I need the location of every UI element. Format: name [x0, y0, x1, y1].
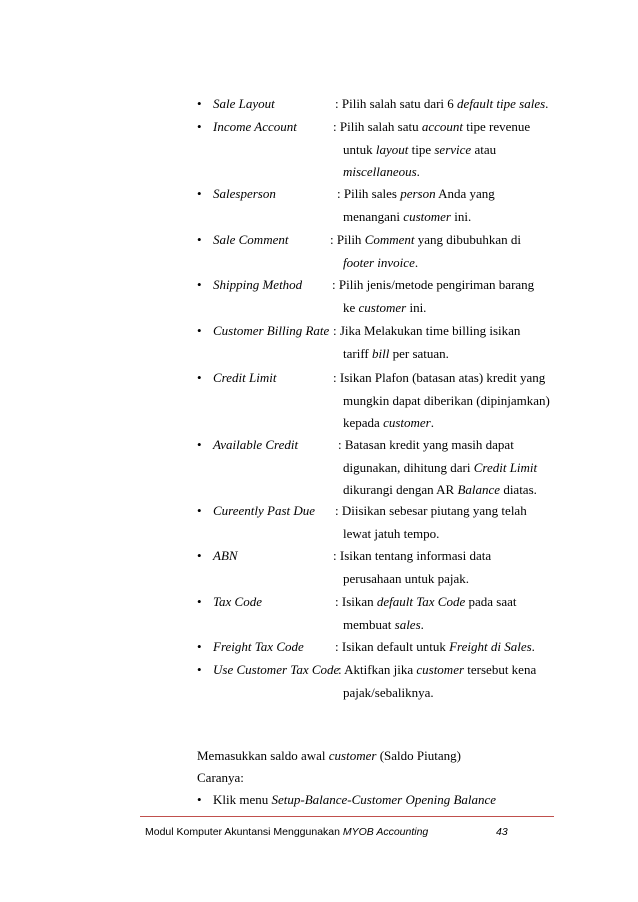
caranya-label: Caranya:: [197, 770, 244, 785]
bullet-icon: •: [197, 503, 202, 518]
item-term: Customer Billing Rate: [213, 323, 330, 338]
text-run: Anda yang: [435, 186, 495, 201]
item-description-continued: [343, 571, 469, 587]
text-run: Balance: [457, 482, 501, 497]
text-run: : Batasan kredit yang masih dapat: [338, 437, 514, 452]
item-term: Sale Comment: [213, 232, 289, 247]
text-run: MYOB Accounting: [342, 826, 429, 838]
footer-divider: [140, 816, 554, 817]
text-run: : Pilih jenis/metode pengiriman barang: [332, 277, 535, 292]
item-description: [330, 232, 521, 248]
bullet-icon: •: [197, 232, 202, 247]
bullet-icon: •: [197, 437, 202, 452]
item-description-continued: [343, 300, 426, 316]
text-run: : Isikan default untuk: [335, 639, 450, 654]
text-run: customer: [328, 748, 377, 763]
text-run: membuat: [343, 616, 395, 632]
text-run: digunakan, dihitung dari: [343, 459, 474, 475]
text-run: sales: [394, 616, 421, 632]
text-run: : Jika Melakukan time billing isikan: [333, 323, 521, 338]
text-run: layout: [375, 141, 409, 157]
item-description: [333, 119, 530, 135]
text-run: Memasukkan saldo awal: [197, 748, 329, 763]
item-term: Cureently Past Due: [213, 503, 316, 518]
text-run: diatas.: [500, 482, 537, 497]
item-description-continued: [343, 142, 496, 158]
item-description: [333, 323, 520, 339]
bullet-icon: •: [197, 792, 202, 807]
text-run: footer invoice: [343, 254, 415, 270]
text-run: ke: [343, 299, 359, 315]
text-run: tipe revenue: [463, 119, 531, 134]
bullet-icon: •: [197, 662, 202, 677]
item-description-continued: [343, 482, 537, 498]
item-description: [335, 503, 527, 519]
bullet-icon: •: [197, 639, 202, 654]
item-description: [338, 437, 514, 453]
text-run: : Pilih sales: [337, 186, 401, 201]
item-term: Use Customer Tax Code: [213, 662, 340, 677]
item-description: [335, 96, 548, 112]
item-description-continued: [343, 164, 420, 180]
item-description-continued: [343, 393, 550, 409]
item-term: Sale Layout: [213, 96, 275, 111]
text-run: kepada: [343, 415, 384, 430]
text-run: customer: [403, 208, 451, 224]
text-run: Klik menu: [213, 792, 272, 807]
text-run: menangani: [343, 208, 404, 224]
text-run: pajak/sebaliknya.: [343, 684, 434, 700]
text-run: lewat jatuh tempo.: [343, 525, 440, 541]
text-run: .: [531, 639, 535, 654]
bullet-icon: •: [197, 548, 202, 563]
text-run: ini.: [450, 208, 472, 224]
bullet-icon: •: [197, 277, 202, 292]
item-description: [333, 370, 545, 386]
text-run: customer: [383, 415, 431, 430]
text-run: untuk: [343, 141, 376, 157]
text-run: .: [420, 616, 424, 632]
item-term: Shipping Method: [213, 277, 303, 292]
item-description-continued: [343, 526, 439, 542]
text-run: miscellaneous: [343, 164, 417, 179]
item-description-continued: [343, 685, 434, 701]
text-run: Modul Komputer Akuntansi Menggunakan: [145, 826, 343, 838]
bullet-icon: •: [197, 96, 202, 111]
text-run: (Saldo Piutang): [376, 748, 461, 763]
text-run: .: [430, 415, 434, 430]
text-run: tipe: [408, 141, 435, 157]
text-run: pada saat: [465, 594, 517, 609]
text-run: default Tax Code: [376, 594, 466, 609]
item-description-continued: [343, 460, 537, 476]
text-run: yang dibubuhkan di: [414, 232, 522, 247]
text-run: : Pilih salah satu dari 6: [335, 96, 458, 111]
text-run: person: [400, 186, 436, 201]
bullet-icon: •: [197, 370, 202, 385]
item-description: [337, 186, 495, 202]
text-run: : Isikan tentang informasi data: [333, 548, 492, 563]
text-run: mungkin dapat diberikan (dipinjamkan): [343, 392, 550, 408]
text-run: : Diisikan sebesar piutang yang telah: [335, 503, 527, 518]
text-run: Comment: [364, 232, 415, 247]
text-run: : Isikan Plafon (batasan atas) kredit yang: [333, 370, 546, 385]
text-run: .: [545, 96, 549, 111]
text-run: perusahaan untuk pajak.: [343, 570, 469, 586]
text-run: : Isikan: [335, 594, 377, 609]
item-description-continued: [343, 209, 471, 225]
text-run: service: [434, 141, 472, 157]
item-term: Available Credit: [213, 437, 299, 452]
text-run: Freight di Sales: [449, 639, 532, 654]
item-description-continued: [343, 346, 449, 362]
step-instruction: [213, 792, 496, 808]
text-run: per satuan.: [389, 345, 449, 361]
text-run: : Aktifkan jika: [338, 662, 417, 677]
text-run: account: [421, 119, 463, 134]
item-description: [338, 662, 536, 678]
item-description: [335, 639, 535, 655]
text-run: Setup-Balance-Customer Opening Balance: [271, 792, 497, 807]
text-run: .: [416, 164, 420, 179]
page-number: 43: [496, 826, 508, 838]
text-run: Credit Limit: [473, 459, 538, 475]
bullet-icon: •: [197, 323, 202, 338]
text-run: tariff: [343, 345, 372, 361]
text-run: .: [414, 254, 419, 270]
text-run: atau: [471, 141, 497, 157]
item-term: ABN: [213, 548, 238, 563]
text-run: customer: [358, 299, 407, 315]
item-term: Salesperson: [213, 186, 276, 201]
item-description: [332, 277, 534, 293]
item-term: Credit Limit: [213, 370, 277, 385]
text-run: bill: [372, 345, 390, 361]
item-term: Income Account: [213, 119, 297, 134]
section-heading: [197, 748, 461, 764]
text-run: dikurangi dengan AR: [343, 482, 458, 497]
item-description-continued: [343, 415, 434, 431]
text-run: : Pilih: [330, 232, 365, 247]
bullet-icon: •: [197, 119, 202, 134]
item-term: Tax Code: [213, 594, 262, 609]
item-term: Freight Tax Code: [213, 639, 304, 654]
text-run: default tipe sales: [457, 96, 546, 111]
text-run: : Pilih salah satu: [333, 119, 422, 134]
item-description: [333, 548, 491, 564]
item-description: [335, 594, 517, 610]
item-description-continued: [343, 255, 418, 271]
text-run: tersebut kena: [464, 662, 537, 677]
text-run: ini.: [406, 299, 427, 315]
footer-title: [145, 826, 428, 838]
bullet-icon: •: [197, 186, 202, 201]
bullet-icon: •: [197, 594, 202, 609]
item-description-continued: [343, 617, 424, 633]
text-run: customer: [416, 662, 465, 677]
